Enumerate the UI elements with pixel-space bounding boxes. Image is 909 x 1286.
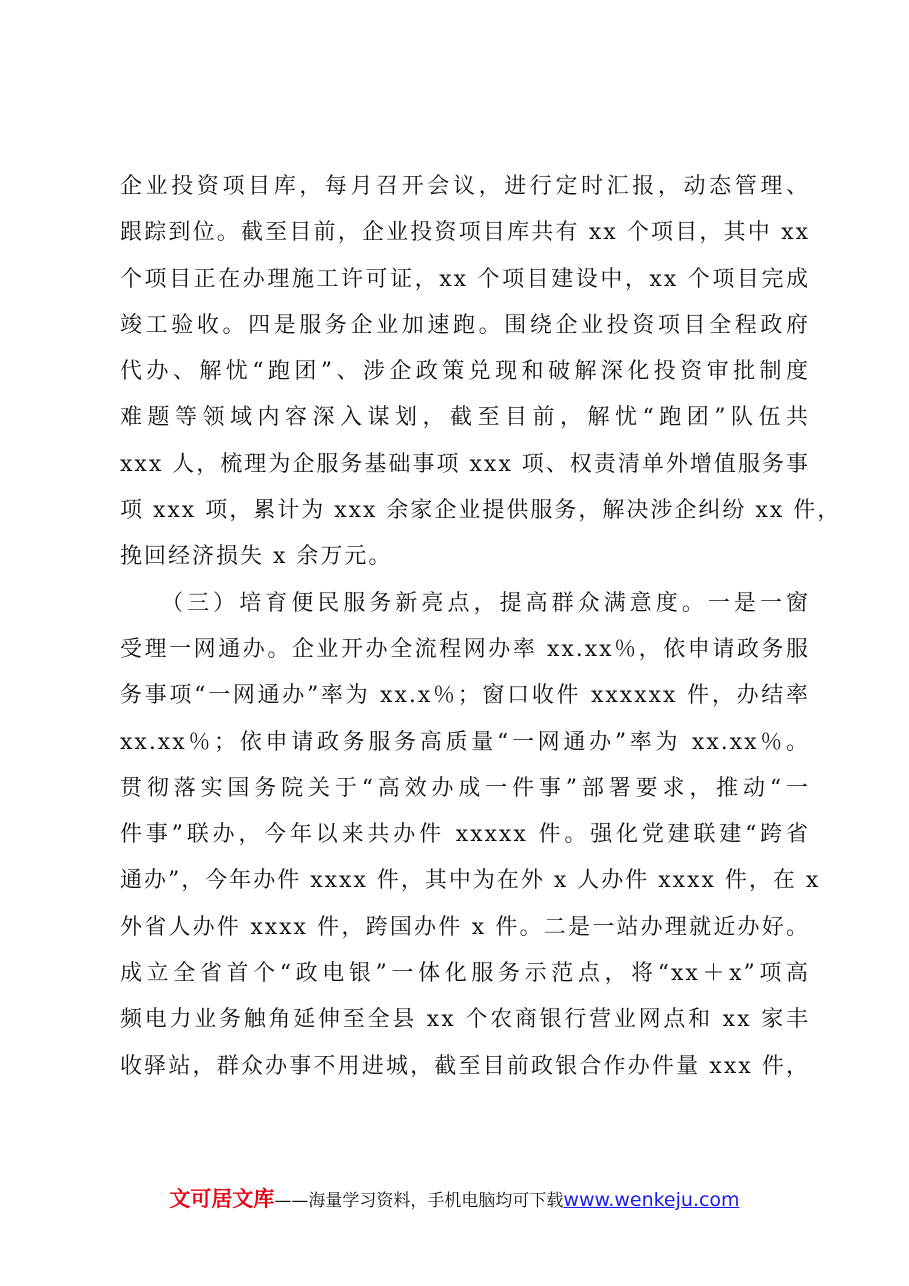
text-line: 个项目正在办理施工许可证，xx 个项目建设中，xx 个项目完成 [120,266,810,292]
text-line: 挽回经济损失 x 余万元。 [120,544,393,570]
text-line: xxx 人，梳理为企服务基础事项 xxx 项、权责清单外增值服务事 [120,451,810,477]
text-line: 代办、解忧“跑团”、涉企政策兑现和破解深化投资审批制度 [120,359,810,385]
text-line: 通办”，今年办件 xxxx 件，其中为在外 x 人办件 xxxx 件，在 x [120,868,821,894]
text-line: 竣工验收。四是服务企业加速跑。围绕企业投资项目全程政府 [120,312,810,338]
body-text [120,164,842,1090]
text-line: 收驿站，群众办事不用进城，截至目前政银合作办件量 xxx 件， [120,1053,810,1079]
text-line: 企业投资项目库，每月召开会议，进行定时汇报，动态管理、 [120,174,810,199]
footer-brand: 文可居文库 [169,1187,275,1211]
text-line: 外省人办件 xxxx 件，跨国办件 x 件。二是一站办理就近办好。 [120,914,810,940]
footer-banner [0,1183,909,1213]
section-heading-line: （三）培育便民服务新亮点，提高群众满意度。一是一窗 [120,590,810,616]
text-line: 务事项“一网通办”率为 xx.x％；窗口收件 xxxxxx 件，办结率 [120,683,810,709]
text-line: 贯彻落实国务院关于“高效办成一件事”部署要求，推动“一 [120,775,810,801]
text-line: 难题等领域内容深入谋划，截至目前，解忧“跑团”队伍共 [120,405,810,431]
text-line: 项 xxx 项，累计为 xxx 余家企业提供服务，解决涉企纠纷 xx 件， [120,498,842,524]
text-line: 件事”联办，今年以来共办件 xxxxx 件。强化党建联建“跨省 [120,822,810,848]
text-line: 成立全省首个“政电银”一体化服务示范点，将“xx＋x”项高 [120,961,810,987]
text-line: 受理一网通办。企业开办全流程网办率 xx.xx％，依申请政务服 [120,636,810,662]
text-line: xx.xx％；依申请政务服务高质量“一网通办”率为 xx.xx％。 [120,729,810,755]
footer-tagline: ——海量学习资料，手机电脑均可下载 [274,1191,564,1211]
text-line: 频电力业务触角延伸至全县 xx 个农商银行营业网点和 xx 家丰 [120,1007,810,1033]
text-line: 跟踪到位。截至目前，企业投资项目库共有 xx 个项目，其中 xx [120,220,810,246]
footer-link[interactable]: www.wenkeju.com [563,1189,740,1211]
